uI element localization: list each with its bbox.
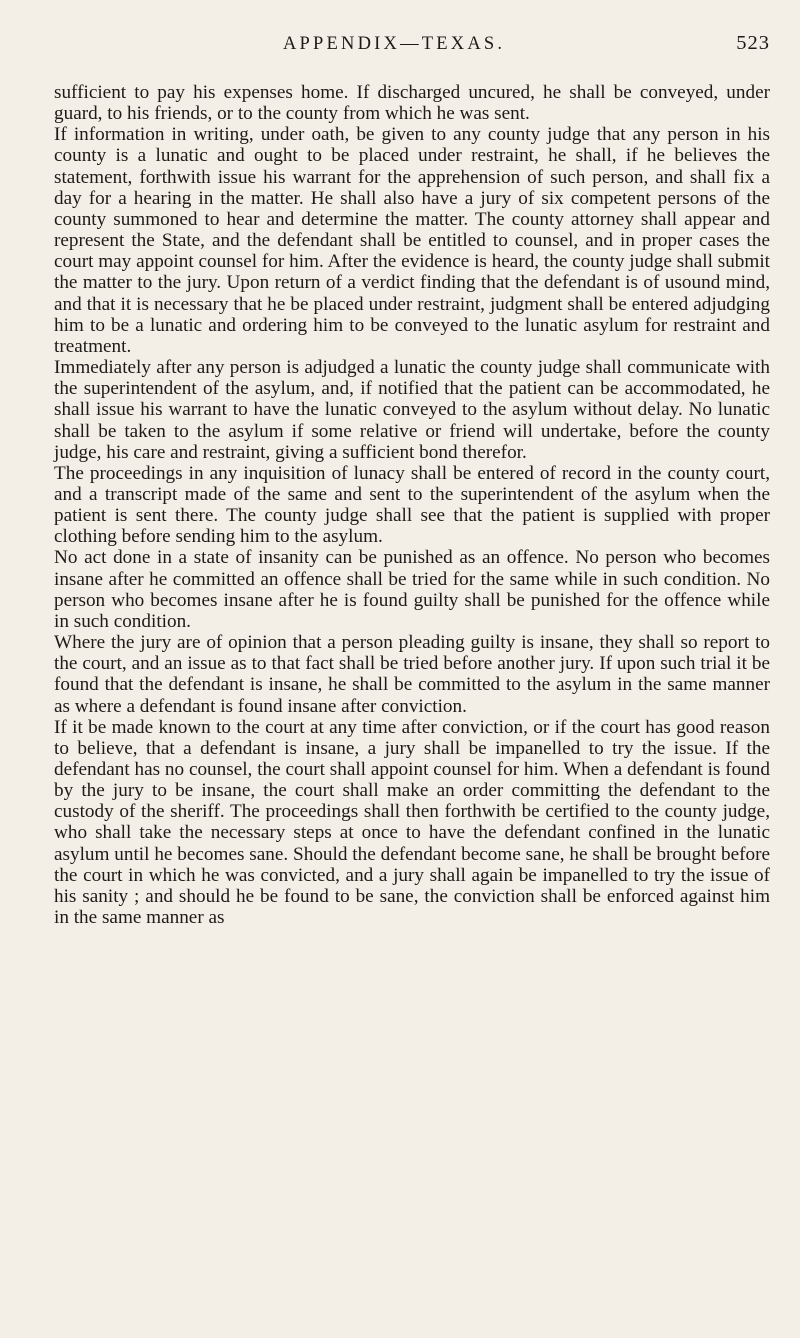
paragraph: Where the jury are of opinion that a person pleading guilty is insane, they shall so report to the court, and an issue as to that fact shall be tried before another jury. If upon such trial it be found that the defendant is insane, he shall be committed to the asylum in the same manner as where a defendant is found insane after conviction. xyxy=(54,632,770,717)
paragraph: If it be made known to the court at any time after conviction, or if the court has good reason to believe, that a defendant is insane, a jury shall be impanelled to try the issue. If the defendant has no counsel, the court shall appoint counsel for him. When a defendant is found by the jury to be insane, the court shall make an order committing the defendant to the custody of the sheriff. The proceedings shall then forthwith be certified to the county judge, who shall take the necessary steps at once to have the defendant confined in the lunatic asylum until he becomes sane. Should the defendant become sane, he shall be brought before the court in which he was convicted, and a jury shall again be impanelled to try the issue of his sanity ; and should he be found to be sane, the conviction shall be enforced against him in the same manner as xyxy=(54,716,770,929)
paragraph: If information in writing, under oath, be given to any county judge that any person in his county is a lunatic and ought to be placed under restraint, he shall, if he believes the statement, forthwith issue his warrant for the apprehension of such person, and shall fix a day for a hearing in the matter. He shall also have a jury of six competent persons of the county summoned to hear and determine the matter. The county attorney shall appear and represent the State, and the defendant shall be entitled to counsel, and in proper cases the court may appoint counsel for him. After the evidence is heard, the county judge shall submit the matter to the jury. Upon return of a verdict finding that the defendant is of usound mind, and that it is necessary that he be placed under restraint, judgment shall be entered adjudging him to be a lunatic and ordering him to be conveyed to the lunatic asylum for restraint and treatment. xyxy=(54,124,770,357)
page-header xyxy=(0,34,800,64)
body-text xyxy=(54,82,770,928)
paragraph: sufficient to pay his expenses home. If discharged uncured, he shall be conveyed, under guard, to his friends, or to the county from which he was sent. xyxy=(54,82,770,125)
paragraph: Immediately after any person is adjudged a lunatic the county judge shall communicate with the superintendent of the asylum, and, if notified that the patient can be accommodated, he shall issue his warrant to have the lunatic conveyed to the asylum without delay. No lunatic shall be taken to the asylum if some relative or friend will undertake, before the county judge, his care and restraint, giving a sufficient bond therefor. xyxy=(54,357,770,463)
paragraph: No act done in a state of insanity can be punished as an offence. No person who becomes insane after he committed an offence shall be tried for the same while in such condition. No person who becomes insane after he is found guilty shall be punished for the offence while in such condition. xyxy=(54,547,770,632)
running-head: APPENDIX—TEXAS. xyxy=(283,34,506,54)
paragraph: The proceedings in any inquisition of lunacy shall be entered of record in the county court, and a transcript made of the same and sent to the superintendent of the asylum when the patient is sent there. The county judge shall see that the patient is supplied with proper clothing before sending him to the asylum. xyxy=(54,462,770,548)
page-number: 523 xyxy=(736,32,770,54)
